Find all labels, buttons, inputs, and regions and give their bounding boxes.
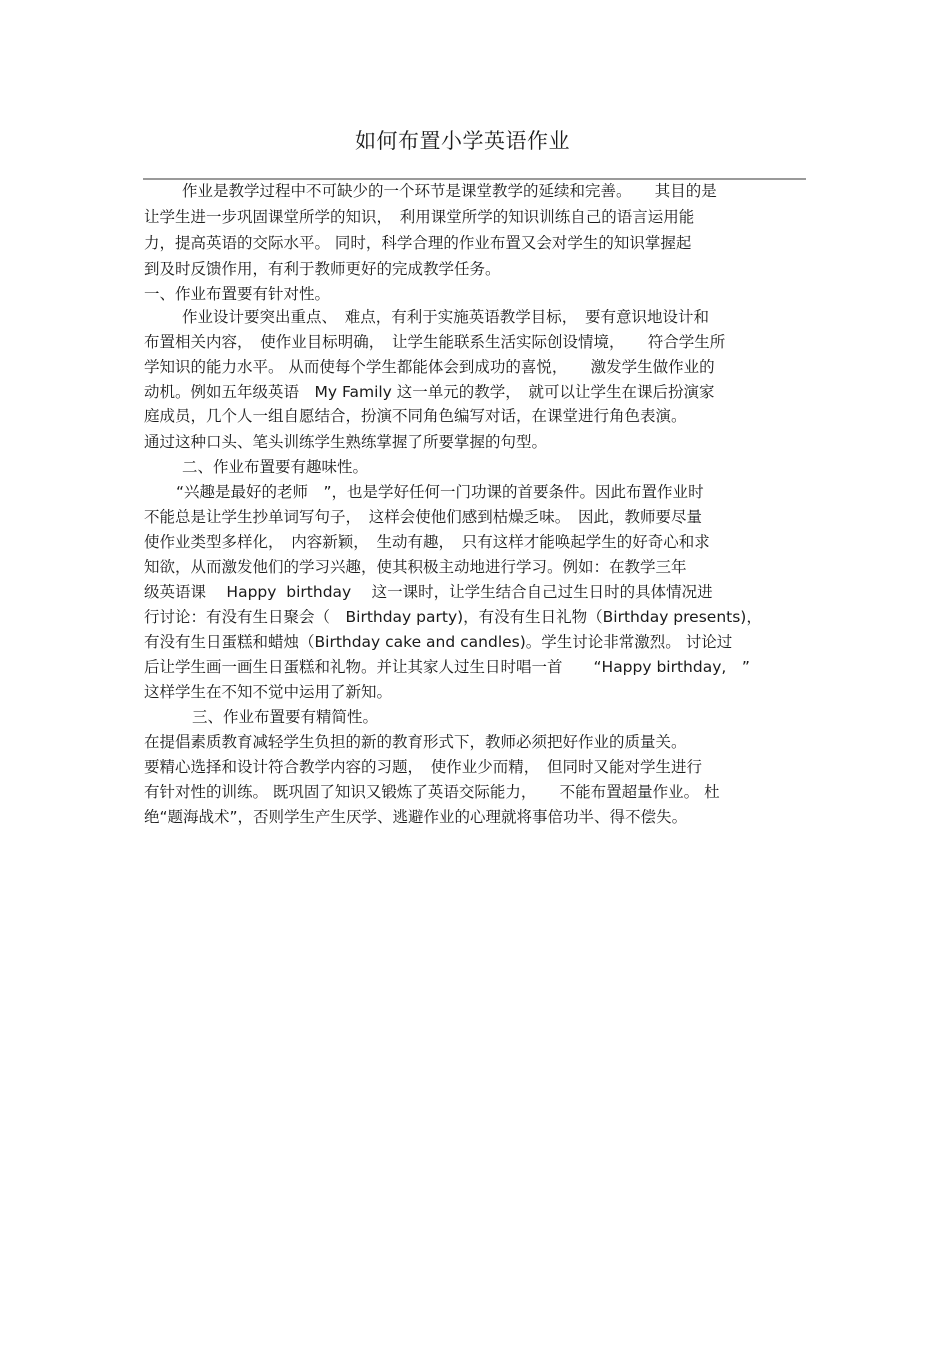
body-line-24: 要精心选择和设计符合教学内容的习题， 使作业少而精， 但同时又能对学生进行 (144, 758, 703, 776)
body-line-18: 行讨论：有没有生日聚会（ Birthday party)，有没有生日礼物（Birthday presents)， (144, 608, 762, 626)
body-line-26: 绝“题海战术”，否则学生产生厌学、逃避作业的心理就将事倍功半、得不偿失。 (144, 808, 688, 826)
body-line-3: 力，提高英语的交际水平。 同时，科学合理的作业布置又会对学生的知识掌握起 (144, 234, 692, 252)
body-line-16: 知欲，从而激发他们的学习兴趣，使其积极主动地进行学习。例如：在教学三年 (144, 558, 687, 576)
body-line-23: 在提倡素质教育减轻学生负担的新的教育形式下，教师必须把好作业的质量关。 (144, 733, 687, 751)
body-line-11: 通过这种口头、笔头训练学生熟练掌握了所要掌握的句型。 (144, 433, 548, 451)
body-line-10: 庭成员，几个人一组自愿结合，扮演不同角色编写对话，在课堂进行角色表演。 (144, 407, 687, 425)
body-line-2: 让学生进一步巩固课堂所学的知识， 利用课堂所学的知识训练自己的语言运用能 (144, 208, 695, 226)
body-line-25: 有针对性的训练。 既巩固了知识又锻炼了英语交际能力， 不能布置超量作业。 杜 (144, 783, 720, 801)
body-line-17: 级英语课 Happy birthday 这一课时，让学生结合自己过生日时的具体情况进 (144, 583, 713, 601)
section-heading-1: 一、作业布置要有针对性。 (144, 285, 331, 303)
document-title: 如何布置小学英语作业 (355, 129, 570, 153)
body-line-20: 后让学生画一画生日蛋糕和礼物。并让其家人过生日时唱一首 “Happy birthday, ” (144, 658, 750, 676)
body-line-19: 有没有生日蛋糕和蜡烛（Birthday cake and candles)。学生讨论非常激烈。 讨论过 (144, 633, 733, 651)
body-line-4: 到及时反馈作用，有利于教师更好的完成教学任务。 (144, 260, 501, 278)
body-line-7: 布置相关内容， 使作业目标明确， 让学生能联系生活实际创设情境， 符合学生所 (144, 333, 726, 351)
body-line-1: 作业是教学过程中不可缺少的一个环节是课堂教学的延续和完善。 其目的是 (182, 182, 717, 200)
body-line-14: 不能总是让学生抄单词写句子， 这样会使他们感到枯燥乏味。 因此，教师要尽量 (144, 508, 703, 526)
body-line-6: 作业设计要突出重点、 难点，有利于实施英语教学目标， 要有意识地设计和 (182, 308, 710, 326)
body-line-9: 动机。例如五年级英语 My Family 这一单元的教学， 就可以让学生在课后扮演家 (144, 383, 715, 401)
body-line-8: 学知识的能力水平。 从而使每个学生都能体会到成功的喜悦， 激发学生做作业的 (144, 358, 715, 376)
section-heading-2: 二、作业布置要有趣味性。 (182, 458, 369, 476)
body-line-21: 这样学生在不知不觉中运用了新知。 (144, 683, 393, 701)
body-line-15: 使作业类型多样化， 内容新颖， 生动有趣， 只有这样才能唤起学生的好奇心和求 (144, 533, 710, 551)
section-heading-3: 三、作业布置要有精简性。 (192, 708, 379, 726)
body-line-13: “兴趣是最好的老师 ”，也是学好任何一门功课的首要条件。因此布置作业时 (176, 483, 704, 501)
